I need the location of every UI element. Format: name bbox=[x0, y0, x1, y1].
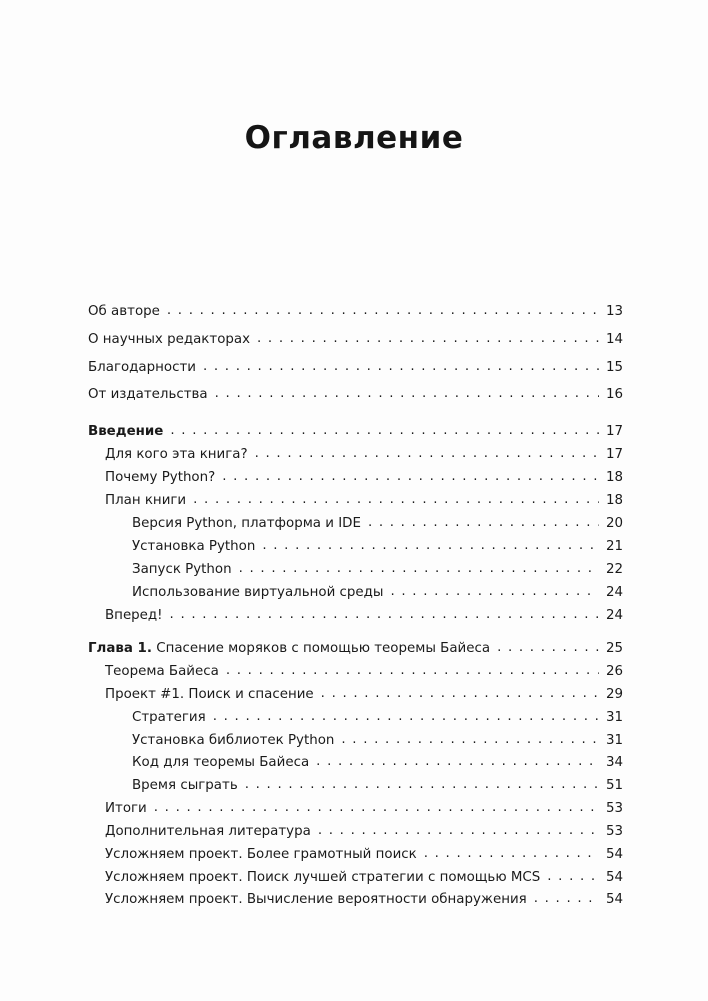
toc-entry-page: 31 bbox=[605, 710, 623, 725]
toc-entry-page: 16 bbox=[605, 387, 623, 402]
toc-entry-why-python[interactable] bbox=[105, 469, 623, 487]
toc-entry-page: 54 bbox=[605, 870, 623, 885]
toc-entry-forward[interactable] bbox=[105, 607, 623, 625]
toc-entry-label: Проект #1. Поиск и спасение bbox=[105, 687, 314, 702]
toc-entry-page: 54 bbox=[605, 847, 623, 862]
toc-entry-label: Почему Python? bbox=[105, 470, 216, 485]
leader-dots bbox=[215, 385, 599, 403]
toc-entry-label: Запуск Python bbox=[132, 562, 232, 577]
page-title: Оглавление bbox=[244, 120, 464, 156]
toc-entry-label: Версия Python, платформа и IDE bbox=[132, 516, 361, 531]
leader-dots bbox=[341, 731, 599, 749]
toc-entry-page: 15 bbox=[605, 360, 623, 375]
toc-entry-label: План книги bbox=[105, 493, 187, 508]
toc-entry-label: О научных редакторах bbox=[88, 332, 251, 347]
toc-entry-page: 34 bbox=[605, 755, 623, 770]
toc-entry-label: Дополнительная литература bbox=[105, 824, 311, 839]
toc-entry-summary[interactable] bbox=[105, 800, 623, 818]
leader-dots bbox=[318, 822, 599, 840]
toc-entry-challenge-mcs[interactable] bbox=[105, 869, 623, 887]
toc-entry-from-publisher[interactable] bbox=[88, 386, 623, 404]
leader-dots bbox=[193, 491, 599, 509]
toc-entry-scientific-editors[interactable] bbox=[88, 331, 623, 349]
leader-dots bbox=[203, 358, 599, 376]
toc-entry-further-reading[interactable] bbox=[105, 823, 623, 841]
leader-dots bbox=[424, 845, 599, 863]
leader-dots bbox=[321, 685, 599, 703]
toc-entry-book-plan[interactable] bbox=[105, 492, 623, 510]
toc-entry-label: Код для теоремы Байеса bbox=[132, 755, 310, 770]
toc-entry-page: 17 bbox=[605, 447, 623, 462]
toc-entry-strategy[interactable] bbox=[132, 709, 623, 727]
toc-entry-label: Об авторе bbox=[88, 304, 160, 319]
toc-entry-page: 22 bbox=[605, 562, 623, 577]
leader-dots bbox=[255, 445, 599, 463]
leader-dots bbox=[245, 776, 599, 794]
toc-entry-label: Введение bbox=[88, 424, 164, 439]
toc-entry-bayes-theorem[interactable] bbox=[105, 663, 623, 681]
toc-entry-play-time[interactable] bbox=[132, 777, 623, 795]
toc-entry-page: 26 bbox=[605, 664, 623, 679]
toc-entry-bayes-code[interactable] bbox=[132, 754, 623, 772]
leader-dots bbox=[257, 330, 599, 348]
toc-entry-label: Использование виртуальной среды bbox=[132, 585, 384, 600]
toc-entry-label: От издательства bbox=[88, 387, 208, 402]
leader-dots bbox=[534, 890, 599, 908]
leader-dots bbox=[154, 799, 599, 817]
toc-entry-page: 54 bbox=[605, 892, 623, 907]
leader-dots bbox=[213, 708, 599, 726]
toc-entry-label: Усложняем проект. Более грамотный поиск bbox=[105, 847, 417, 862]
toc-entry-label: Установка Python bbox=[132, 539, 256, 554]
toc-entry-page: 20 bbox=[605, 516, 623, 531]
leader-dots bbox=[368, 514, 599, 532]
toc-entry-page: 18 bbox=[605, 493, 623, 508]
toc-entry-page: 14 bbox=[605, 332, 623, 347]
toc-entry-chapter-1[interactable] bbox=[88, 640, 623, 658]
toc-entry-install-libraries[interactable] bbox=[132, 732, 623, 750]
toc-entry-label: Время сыграть bbox=[132, 778, 238, 793]
leader-dots bbox=[167, 302, 599, 320]
toc-entry-label: Благодарности bbox=[88, 360, 196, 375]
toc-entry-page: 53 bbox=[605, 801, 623, 816]
toc-entry-virtual-env[interactable] bbox=[132, 584, 623, 602]
leader-dots bbox=[547, 868, 599, 886]
toc-entry-run-python[interactable] bbox=[132, 561, 623, 579]
leader-dots bbox=[497, 639, 599, 657]
toc-entry-label: Установка библиотек Python bbox=[132, 733, 335, 748]
toc-entry-page: 24 bbox=[605, 608, 623, 623]
leader-dots bbox=[170, 606, 599, 624]
toc-entry-prefix: Глава 1. bbox=[88, 641, 152, 656]
toc-entry-page: 51 bbox=[605, 778, 623, 793]
toc-entry-label: Для кого эта книга? bbox=[105, 447, 248, 462]
leader-dots bbox=[262, 537, 599, 555]
leader-dots bbox=[316, 753, 599, 771]
toc-entry-project-1[interactable] bbox=[105, 686, 623, 704]
toc-entry-about-author[interactable] bbox=[88, 303, 623, 321]
leader-dots bbox=[226, 662, 599, 680]
toc-entry-label: Теорема Байеса bbox=[105, 664, 219, 679]
toc-entry-page: 29 bbox=[605, 687, 623, 702]
toc-entry-introduction[interactable] bbox=[88, 423, 623, 441]
toc-entry-acknowledgments[interactable] bbox=[88, 359, 623, 377]
toc-entry-install-python[interactable] bbox=[132, 538, 623, 556]
toc-entry-label: Спасение моряков с помощью теоремы Байеса bbox=[156, 641, 491, 656]
toc-entry-page: 53 bbox=[605, 824, 623, 839]
toc-entry-label: Усложняем проект. Вычисление вероятности обнаружения bbox=[105, 892, 527, 907]
toc-entry-who-is-book-for[interactable] bbox=[105, 446, 623, 464]
toc-entry-page: 21 bbox=[605, 539, 623, 554]
toc-entry-label: Вперед! bbox=[105, 608, 163, 623]
leader-dots bbox=[390, 583, 598, 601]
toc-entry-label: Итоги bbox=[105, 801, 147, 816]
toc-entry-page: 24 bbox=[605, 585, 623, 600]
toc-entry-python-version[interactable] bbox=[132, 515, 623, 533]
toc-entry-page: 31 bbox=[605, 733, 623, 748]
toc-entry-page: 13 bbox=[605, 304, 623, 319]
leader-dots bbox=[222, 468, 599, 486]
toc-entry-label: Стратегия bbox=[132, 710, 206, 725]
toc-entry-page: 18 bbox=[605, 470, 623, 485]
toc-entry-challenge-search[interactable] bbox=[105, 846, 623, 864]
toc-entry-challenge-probability[interactable] bbox=[105, 891, 623, 909]
toc-entry-label: Усложняем проект. Поиск лучшей стратегии с помощью MCS bbox=[105, 870, 541, 885]
toc-entry-page: 17 bbox=[605, 424, 623, 439]
leader-dots bbox=[170, 422, 599, 440]
leader-dots bbox=[239, 560, 599, 578]
toc-entry-page: 25 bbox=[605, 641, 623, 656]
